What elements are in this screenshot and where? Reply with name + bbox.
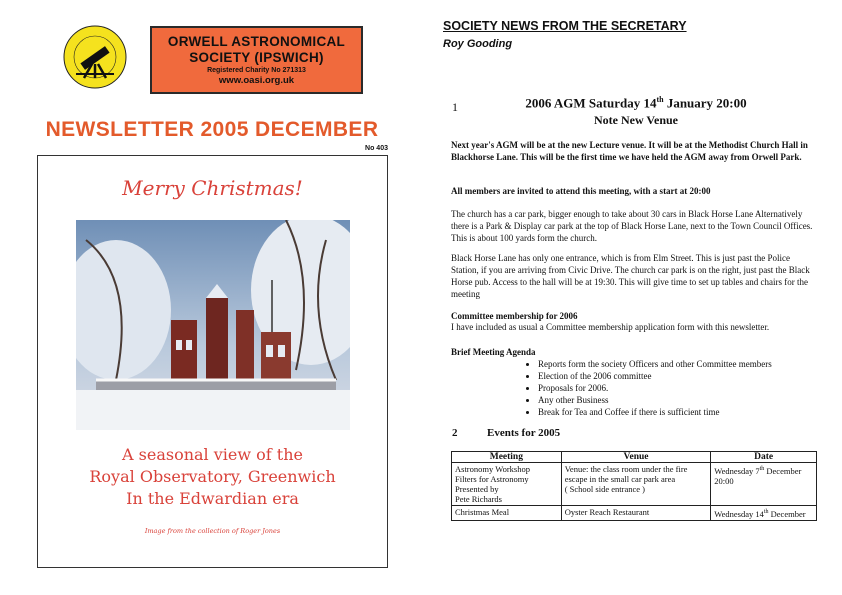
- society-header: [150, 26, 363, 94]
- meeting-line: Astronomy Workshop: [455, 464, 530, 474]
- meeting-line: Presented by: [455, 484, 499, 494]
- society-name-line2: SOCIETY (IPSWICH): [189, 50, 324, 65]
- agenda-item: • Proposals for 2006.: [538, 382, 838, 394]
- date-month: December: [764, 465, 802, 476]
- date-text: Wednesday 7: [714, 465, 760, 476]
- agenda-item: • Any other Business: [538, 394, 838, 406]
- agenda-item: • Reports form the society Officers and other Committee members: [538, 358, 838, 370]
- venue-line: escape in the small car park area: [564, 474, 676, 484]
- header-venue: Venue: [561, 452, 711, 463]
- meeting-cell: [452, 463, 562, 506]
- observatory-winter-photo: [76, 220, 350, 430]
- date-cell: [711, 463, 817, 506]
- table-header-row: [452, 452, 817, 463]
- meeting-cell: Christmas Meal: [452, 506, 562, 521]
- venue-cell: Oyster Reach Restaurant: [561, 506, 711, 521]
- society-name-line1: ORWELL ASTRONOMICAL: [167, 34, 346, 49]
- item2-number: 2: [452, 427, 458, 439]
- events-table: [451, 451, 817, 521]
- committee-heading: Committee membership for 2006: [451, 311, 578, 321]
- header-date: Date: [711, 452, 817, 463]
- charity-number: Registered Charity No 271313: [207, 67, 306, 74]
- agenda-item: • Election of the 2006 committee: [538, 370, 838, 382]
- venue-line: ( School side entrance ): [564, 484, 645, 494]
- agm-subheading: Note New Venue: [594, 113, 678, 127]
- venue-cell: [561, 463, 711, 506]
- cover-caption-line2: Royal Observatory, Greenwich: [89, 467, 336, 486]
- table-row: [452, 463, 817, 506]
- table-row: [452, 506, 817, 521]
- image-credit: Image from the collection of Roger Jones: [144, 527, 281, 535]
- date-suffix: th: [763, 509, 769, 515]
- meeting-line: Filters for Astronomy: [455, 474, 529, 484]
- section-title: SOCIETY NEWS FROM THE SECRETARY: [443, 19, 687, 33]
- events-heading: Events for 2005: [487, 427, 561, 439]
- venue-paragraph: Next year's AGM will be at the new Lecture venue. It will be at the Methodist Church Hall in Blackhorse Lane. This will be the first time we have held the AGM away from Orwell Park.: [451, 140, 808, 162]
- cover-caption-line1: A seasonal view of the: [122, 445, 303, 464]
- access-paragraph: Black Horse Lane has only one entrance, which is from Elm Street. This is just past the Police Station, if you are arriving from Civic Drive. The church car park is on the right, just past the Black Horse pub. Access to the hall will be at 19:30. This will give time to set up tables and chairs for the meeting: [451, 253, 810, 299]
- time-line: 20:00: [714, 475, 734, 486]
- newsletter-title: NEWSLETTER 2005 DECEMBER: [45, 118, 379, 141]
- parking-paragraph: The church has a car park, bigger enough to take about 30 cars in Black Horse Lane Alternatively there is a Park & Display car park at the top of Black Horse Lane, next to the Town Council Offices. This is about 100 yards form the church.: [451, 209, 813, 243]
- date-line: [714, 464, 813, 476]
- agm-heading-text: 2006 AGM Saturday 14: [525, 95, 657, 111]
- meeting-line: Pete Richards: [455, 494, 502, 504]
- header-meeting: Meeting: [452, 452, 562, 463]
- agenda-item: • Break for Tea and Coffee if there is sufficient time: [538, 406, 838, 418]
- invite-paragraph: All members are invited to attend this meeting, with a start at 20:00: [451, 186, 711, 196]
- agm-heading: [446, 95, 826, 111]
- committee-paragraph: I have included as usual a Committee membership application form with this newsletter.: [451, 322, 770, 332]
- author-name: Roy Gooding: [443, 38, 513, 50]
- item1-number: 1: [452, 100, 458, 114]
- agm-heading-suffix: th: [656, 95, 664, 104]
- society-website: www.oasi.org.uk: [218, 75, 295, 86]
- christmas-greeting: Merry Christmas!: [122, 176, 303, 200]
- date-month: December: [768, 508, 806, 519]
- agm-heading-rest: January 20:00: [663, 95, 747, 111]
- agenda-heading: Brief Meeting Agenda: [451, 347, 536, 357]
- date-cell: [711, 506, 817, 521]
- date-text: Wednesday 14: [714, 508, 764, 519]
- date-suffix: th: [759, 466, 765, 472]
- venue-line: Venue: the class room under the fire: [564, 464, 688, 474]
- cover-caption-line3: In the Edwardian era: [126, 489, 299, 508]
- society-logo: [62, 24, 128, 90]
- agenda-list: [520, 358, 838, 418]
- issue-number: No 403: [365, 145, 388, 152]
